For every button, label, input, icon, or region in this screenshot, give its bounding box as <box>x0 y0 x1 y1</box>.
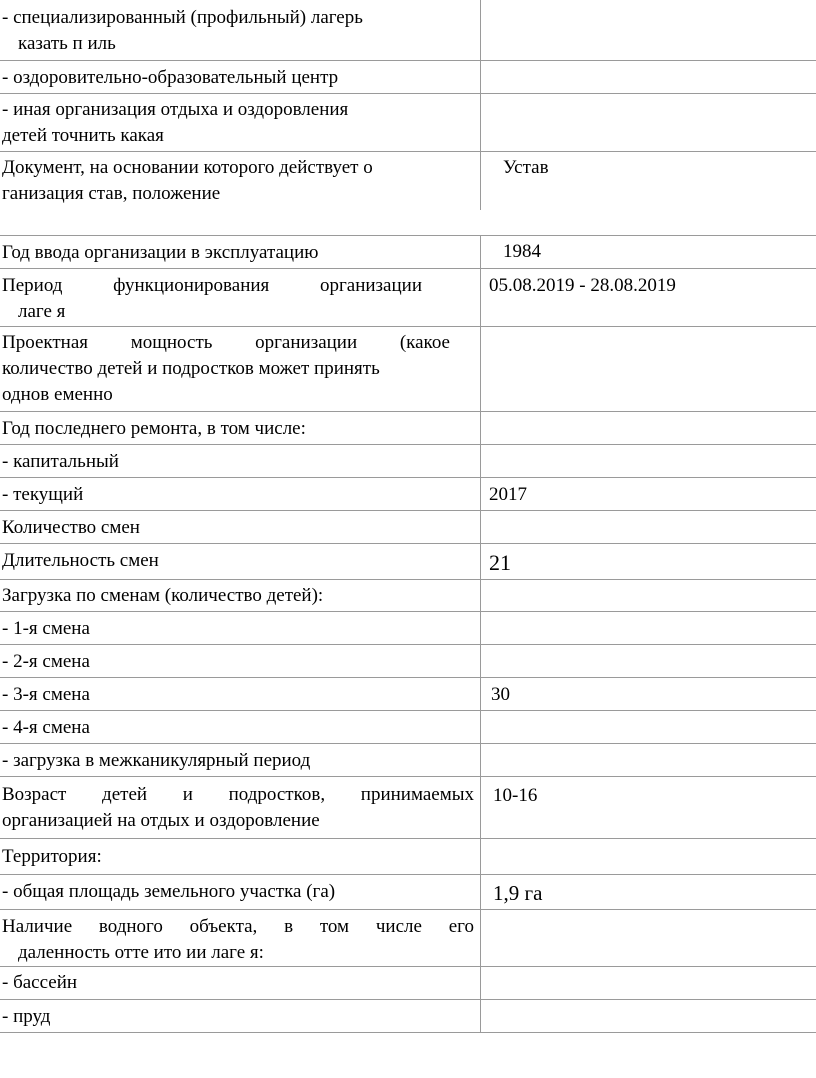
table-row <box>0 151 816 210</box>
label-line: ганизация став, положение <box>2 183 221 204</box>
label-line: - 3-я смена <box>2 684 90 705</box>
label-line: - текущий <box>2 484 84 505</box>
row-label <box>0 839 480 874</box>
row-value <box>480 94 816 151</box>
label-line: Наличие водного объекта, в том числе его <box>2 916 474 937</box>
label-line: Длительность смен <box>2 550 159 571</box>
row-value <box>480 839 816 874</box>
label-line: Территория: <box>2 846 102 867</box>
table-row <box>0 999 816 1033</box>
row-value: 10-16 <box>480 777 816 838</box>
label-line: - загрузка в межканикулярный период <box>2 750 311 771</box>
row-value <box>480 412 816 444</box>
label-line: - иная организация отдыха и оздоровления <box>2 99 349 120</box>
table-row <box>0 93 816 151</box>
label-line: - 1-я смена <box>2 618 90 639</box>
row-label <box>0 744 480 776</box>
table-row <box>0 510 816 543</box>
row-label <box>0 967 480 999</box>
label-line: Документ, на основании которого действует о <box>2 157 373 178</box>
row-value: 21 <box>480 544 816 579</box>
label-line: - специализированный (профильный) лагерь <box>2 7 363 28</box>
label-line: - оздоровительно-образовательный центр <box>2 67 339 88</box>
label-line: - бассейн <box>2 972 78 993</box>
label-line: - 2-я смена <box>2 651 90 672</box>
table-row <box>0 579 816 611</box>
row-value <box>480 0 816 60</box>
table-row <box>0 966 816 999</box>
row-label <box>0 612 480 644</box>
row-value: 30 <box>480 678 816 710</box>
row-value: 05.08.2019 - 28.08.2019 <box>480 269 816 326</box>
row-value: 1984 <box>480 236 816 268</box>
label-line: Количество смен <box>2 517 140 538</box>
row-label <box>0 711 480 743</box>
label-line: Загрузка по сменам (количество детей): <box>2 585 324 606</box>
label-line: лаге я <box>18 301 66 322</box>
row-label <box>0 269 480 326</box>
row-label <box>0 1000 480 1032</box>
table-row <box>0 326 816 411</box>
label-line: Проектная мощность организации (какое <box>2 332 450 353</box>
table-row <box>0 411 816 444</box>
row-label <box>0 645 480 677</box>
table-row <box>0 611 816 644</box>
table-row <box>0 235 816 268</box>
row-value <box>480 612 816 644</box>
table-row <box>0 0 816 60</box>
row-value <box>480 580 816 611</box>
label-line: - капитальный <box>2 451 119 472</box>
table-row <box>0 644 816 677</box>
row-value: 2017 <box>480 478 816 510</box>
row-value <box>480 1000 816 1032</box>
table-row <box>0 838 816 874</box>
label-line: детей точнить какая <box>2 125 164 146</box>
row-label <box>0 478 480 510</box>
row-label <box>0 678 480 710</box>
row-value <box>480 910 816 966</box>
row-value <box>480 445 816 477</box>
row-label <box>0 910 480 966</box>
row-label <box>0 0 480 60</box>
label-line: Год последнего ремонта, в том числе: <box>2 418 306 439</box>
row-value <box>480 645 816 677</box>
row-value <box>480 327 816 411</box>
table-row <box>0 268 816 326</box>
table-row <box>0 677 816 710</box>
table-row <box>0 776 816 838</box>
label-line: Год ввода организации в эксплуатацию <box>2 242 319 263</box>
row-label <box>0 777 480 838</box>
label-line: - пруд <box>2 1006 51 1027</box>
label-line: - общая площадь земельного участка (га) <box>2 881 336 902</box>
row-label <box>0 61 480 93</box>
table-row <box>0 743 816 776</box>
label-line: количество детей и подростков может принять <box>2 358 380 379</box>
label-line: организацией на отдых и оздоровление <box>2 810 320 831</box>
label-line: Возраст детей и подростков, принимаемых <box>2 784 474 805</box>
row-value <box>480 511 816 543</box>
table-row <box>0 543 816 579</box>
row-label <box>0 544 480 579</box>
row-label <box>0 445 480 477</box>
row-value <box>480 61 816 93</box>
row-label <box>0 412 480 444</box>
table-row <box>0 444 816 477</box>
row-value <box>480 711 816 743</box>
row-label <box>0 236 480 268</box>
row-label <box>0 152 480 210</box>
row-value <box>480 744 816 776</box>
row-label <box>0 94 480 151</box>
row-value: Устав <box>480 152 816 210</box>
table-row <box>0 60 816 93</box>
table-row <box>0 909 816 966</box>
row-label <box>0 580 480 611</box>
table-row <box>0 874 816 909</box>
label-line: однов еменно <box>2 384 113 405</box>
row-label <box>0 327 480 411</box>
table-row <box>0 477 816 510</box>
row-label <box>0 875 480 909</box>
label-line: казать п иль <box>18 33 116 54</box>
label-line: Период функционирования организации <box>2 275 422 296</box>
row-label <box>0 511 480 543</box>
table-row <box>0 710 816 743</box>
row-value: 1,9 га <box>480 875 816 909</box>
label-line: - 4-я смена <box>2 717 90 738</box>
label-line: даленность отте ито ии лаге я: <box>18 942 264 963</box>
row-value <box>480 967 816 999</box>
